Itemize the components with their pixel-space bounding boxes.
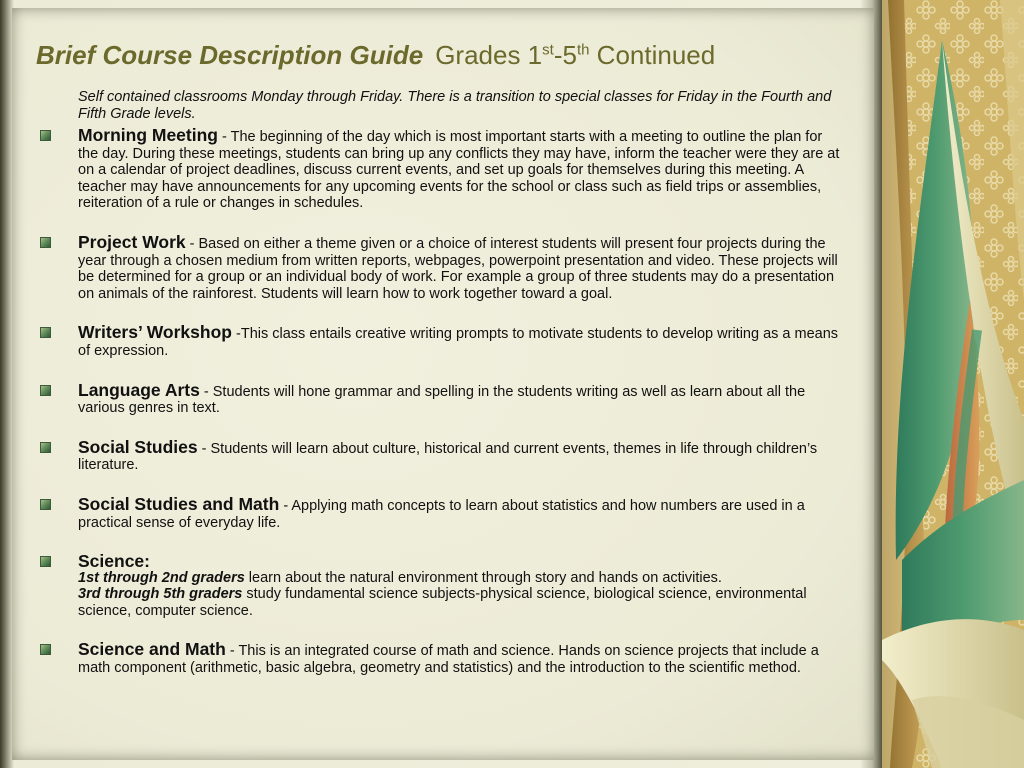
list-item-social-studies-and-math <box>40 493 840 531</box>
item-description: - Based on either a theme given or a choice of interest students will present four projects during the year through a chosen medium from written reports, webpages, powerpoint presentation and video. These projects will be determined for a group or an individual body of work. For example a group of three students may do a presentation on animals of the rainforest. Students will learn how to work together toward a goal. <box>78 235 838 302</box>
grade-range-label: 3rd through 5th graders <box>78 586 243 603</box>
title-suffix: Continued <box>589 40 716 70</box>
item-heading: Science: <box>78 551 150 572</box>
item-description: - The beginning of the day which is most important starts with a meeting to outline the plan for the day. During these meetings, students can bring up any conflicts they may have, inform the teacher were they are at on a calendar of project deadlines, discuss current events, and set up goals for themselves during this meeting. A teacher may have announcements for any upcoming events for the school or class such as field trips or assemblies, reiteration of a rule or changes in schedules. <box>78 129 840 212</box>
item-description: - Applying math concepts to learn about statistics and how numbers are used in a practical sense of everyday life. <box>78 497 805 531</box>
item-description: -This class entails creative writing prompts to motivate students to develop writing as a means of expression. <box>78 326 839 359</box>
list-item-writers-workshop <box>40 324 840 359</box>
title-sup-st: st <box>542 41 554 59</box>
course-list <box>40 127 840 699</box>
list-item-morning-meeting <box>40 127 840 212</box>
slide-title <box>36 40 715 71</box>
title-dash: -5 <box>553 40 577 70</box>
science-line-lower-grades <box>78 570 840 587</box>
bullet-square-icon <box>40 327 51 338</box>
item-heading: Social Studies <box>78 436 198 457</box>
list-item-language-arts <box>40 379 840 417</box>
list-item-science <box>40 553 840 619</box>
list-item-project-work <box>40 231 840 302</box>
item-description: - This is an integrated course of math and science. Hands on science projects that include a math component (arithmetic, basic algebra, geometry and statistics) and the introduction to the scientific method. <box>78 643 819 677</box>
decorative-panel <box>882 0 1024 768</box>
item-heading: Science and Math <box>78 639 226 660</box>
science-line-upper-grades <box>78 586 840 619</box>
list-item-science-and-math <box>40 641 840 676</box>
title-grades <box>435 40 715 70</box>
bullet-square-icon <box>40 556 51 567</box>
item-heading: Social Studies and Math <box>78 493 280 514</box>
bullet-square-icon <box>40 499 51 510</box>
item-heading: Language Arts <box>78 379 200 400</box>
bullet-square-icon <box>40 130 51 141</box>
list-item-social-studies <box>40 436 840 474</box>
item-description: - Students will learn about culture, historical and current events, themes in life through children’s literature. <box>78 440 818 474</box>
title-main: Brief Course Description Guide <box>36 40 424 70</box>
item-description: - Students will hone grammar and spelling in the students writing as well as learn about all the various genres in text. <box>78 383 806 417</box>
bullet-square-icon <box>40 237 51 248</box>
item-heading: Morning Meeting <box>78 125 218 145</box>
intro-text: Self contained classrooms Monday through Friday. There is a transition to special classes for Friday in the Fourth and Fifth Grade levels. <box>78 89 832 122</box>
item-description: study fundamental science subjects-physical science, biological science, environmental science, computer science. <box>78 586 807 619</box>
title-sup-th: th <box>576 41 590 59</box>
bullet-square-icon <box>40 385 51 396</box>
item-heading: Project Work <box>78 231 186 252</box>
bullet-square-icon <box>40 644 51 655</box>
grade-range-label: 1st through 2nd graders <box>78 569 245 586</box>
title-grades-prefix: Grades 1 <box>435 40 543 70</box>
bullet-square-icon <box>40 442 51 453</box>
item-description: learn about the natural environment through story and hands on activities. <box>244 569 722 586</box>
item-heading: Writers’ Workshop <box>78 322 232 343</box>
decorative-leaves-image <box>882 0 1024 768</box>
